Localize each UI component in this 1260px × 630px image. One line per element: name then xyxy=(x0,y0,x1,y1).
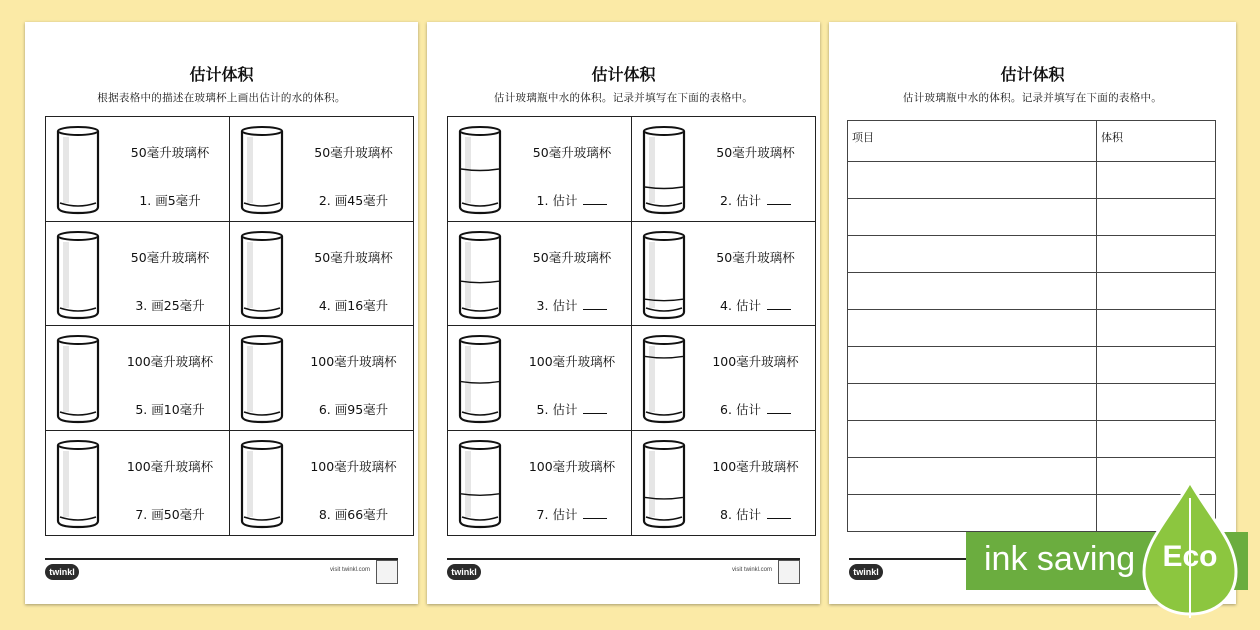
glass-icon xyxy=(641,439,687,529)
footer-divider xyxy=(447,558,800,560)
record-table xyxy=(847,120,1216,532)
glass-capacity-label: 50毫升玻璃杯 xyxy=(130,249,210,265)
twinkl-logo: twinkl xyxy=(849,564,883,580)
glass-cell xyxy=(46,222,230,327)
task-text: 5. 估计 xyxy=(536,402,578,417)
answer-blank[interactable] xyxy=(767,194,791,205)
glass-icon xyxy=(641,125,687,215)
glass-cell xyxy=(46,117,230,222)
table-cell[interactable] xyxy=(848,236,1097,273)
task-text: 2. 画45毫升 xyxy=(318,193,389,208)
glass-cell xyxy=(46,326,230,431)
table-row xyxy=(848,421,1216,458)
task-label xyxy=(302,505,406,523)
table-cell[interactable] xyxy=(848,199,1097,236)
table-cell[interactable] xyxy=(848,495,1097,532)
task-text: 8. 画66毫升 xyxy=(318,506,389,522)
table-cell[interactable] xyxy=(848,347,1097,384)
glass-icon xyxy=(55,230,101,320)
table-cell[interactable] xyxy=(1097,162,1216,199)
table-cell[interactable] xyxy=(1097,421,1216,458)
table-cell[interactable] xyxy=(848,421,1097,458)
glass-icon xyxy=(641,230,687,320)
task-label xyxy=(704,296,808,314)
task-text: 8. 估计 xyxy=(720,506,761,522)
quality-badge-icon xyxy=(376,560,398,584)
task-label xyxy=(118,505,222,523)
table-row xyxy=(848,347,1216,384)
task-text: 4. 估计 xyxy=(720,297,761,313)
page-title: 估计体积 xyxy=(591,65,656,84)
task-text: 7. 画50毫升 xyxy=(135,506,205,522)
glass-icon xyxy=(239,439,285,529)
glass-icon xyxy=(457,230,503,320)
glass-icon xyxy=(239,125,285,215)
table-cell[interactable] xyxy=(1097,199,1216,236)
glass-cell xyxy=(448,117,632,222)
task-label xyxy=(302,296,406,314)
visit-link: visit twinkl.com xyxy=(329,567,370,573)
answer-blank[interactable] xyxy=(767,299,791,310)
glass-grid xyxy=(447,116,816,536)
answer-blank[interactable] xyxy=(583,194,607,205)
task-text: 4. 画16毫升 xyxy=(318,297,389,313)
table-cell[interactable] xyxy=(1097,310,1216,347)
page-instructions: 估计玻璃瓶中水的体积。记录并填写在下面的表格中。 xyxy=(902,92,1163,104)
glass-cell xyxy=(632,431,816,536)
glass-capacity-label: 50毫升玻璃杯 xyxy=(314,249,393,265)
page-title: 估计体积 xyxy=(1000,65,1065,84)
water-level-line xyxy=(645,356,683,358)
task-label xyxy=(118,296,222,314)
water-level-line xyxy=(461,382,499,384)
glass-icon xyxy=(457,334,503,424)
answer-blank[interactable] xyxy=(583,508,607,519)
table-cell[interactable] xyxy=(848,273,1097,310)
table-row xyxy=(848,236,1216,273)
water-level-line xyxy=(461,169,499,171)
task-text: 6. 估计 xyxy=(720,402,761,417)
task-text: 5. 画10毫升 xyxy=(135,402,205,417)
glass-capacity-label: 100毫升玻璃杯 xyxy=(126,458,214,474)
quality-badge-icon xyxy=(778,560,800,584)
task-text: 6. 画95毫升 xyxy=(318,402,389,417)
page-instructions: 根据表格中的描述在玻璃杯上画出估计的水的体积。 xyxy=(97,92,346,104)
glass-icon xyxy=(239,334,285,424)
water-level-line xyxy=(461,281,499,283)
glass-cell xyxy=(230,431,414,536)
glass-cell xyxy=(448,326,632,431)
table-cell[interactable] xyxy=(1097,384,1216,421)
glass-icon xyxy=(641,334,687,424)
glass-capacity-label: 50毫升玻璃杯 xyxy=(314,145,393,160)
glass-icon xyxy=(55,125,101,215)
glass-capacity-label: 100毫升玻璃杯 xyxy=(310,458,397,474)
page-instructions: 估计玻璃瓶中水的体积。记录并填写在下面的表格中。 xyxy=(493,92,754,104)
glass-cell xyxy=(448,431,632,536)
visit-link: visit twinkl.com xyxy=(731,567,772,573)
worksheet-page-draw xyxy=(25,22,418,604)
glass-capacity-label: 100毫升玻璃杯 xyxy=(528,354,616,369)
glass-capacity-label: 50毫升玻璃杯 xyxy=(532,145,612,160)
glass-grid xyxy=(45,116,414,536)
glass-icon xyxy=(457,439,503,529)
table-cell[interactable] xyxy=(1097,236,1216,273)
task-label xyxy=(520,505,624,523)
task-text: 3. 画25毫升 xyxy=(135,297,205,313)
glass-capacity-label: 50毫升玻璃杯 xyxy=(532,249,612,265)
glass-cell xyxy=(632,117,816,222)
task-text: 3. 估计 xyxy=(536,297,578,313)
glass-capacity-label: 100毫升玻璃杯 xyxy=(712,354,799,369)
glass-icon xyxy=(457,125,503,215)
glass-capacity-label: 100毫升玻璃杯 xyxy=(712,458,799,474)
answer-blank[interactable] xyxy=(767,403,791,414)
glass-capacity-label: 100毫升玻璃杯 xyxy=(528,458,616,474)
task-label xyxy=(520,400,624,418)
ink-saving-text: ink saving xyxy=(984,540,1136,578)
task-label xyxy=(302,191,406,209)
table-row xyxy=(848,310,1216,347)
water-level-line xyxy=(461,493,499,495)
glass-capacity-label: 100毫升玻璃杯 xyxy=(310,354,397,369)
table-cell[interactable] xyxy=(848,384,1097,421)
answer-blank[interactable] xyxy=(583,299,607,310)
glass-cell xyxy=(46,431,230,536)
glass-icon xyxy=(239,230,285,320)
answer-blank[interactable] xyxy=(583,403,607,414)
task-label xyxy=(704,505,808,523)
table-cell[interactable] xyxy=(848,458,1097,495)
task-text: 1. 画5毫升 xyxy=(139,193,201,208)
glass-icon xyxy=(55,439,101,529)
glass-icon xyxy=(55,334,101,424)
water-level-line xyxy=(645,497,683,499)
glass-capacity-label: 100毫升玻璃杯 xyxy=(126,354,214,369)
task-label xyxy=(520,191,624,209)
glass-capacity-label: 50毫升玻璃杯 xyxy=(716,249,795,265)
footer-divider xyxy=(45,558,398,560)
twinkl-logo: twinkl xyxy=(45,564,79,580)
table-cell[interactable] xyxy=(848,162,1097,199)
water-level-line xyxy=(645,299,683,301)
task-text: 2. 估计 xyxy=(720,193,761,208)
task-label xyxy=(118,400,222,418)
answer-blank[interactable] xyxy=(767,508,791,519)
column-header-volume: 体积 xyxy=(1097,121,1216,162)
glass-cell xyxy=(632,222,816,327)
glass-cell xyxy=(632,326,816,431)
glass-capacity-label: 50毫升玻璃杯 xyxy=(716,145,795,160)
task-label xyxy=(520,296,624,314)
task-label xyxy=(704,400,808,418)
task-label xyxy=(704,191,808,209)
table-cell[interactable] xyxy=(1097,347,1216,384)
eco-label: Eco xyxy=(1162,540,1218,573)
table-row xyxy=(848,273,1216,310)
column-header-item: 项目 xyxy=(848,121,1097,162)
glass-cell xyxy=(230,117,414,222)
table-cell[interactable] xyxy=(848,310,1097,347)
water-level-line xyxy=(645,187,683,189)
task-text: 7. 估计 xyxy=(536,506,578,522)
table-row xyxy=(848,199,1216,236)
glass-capacity-label: 50毫升玻璃杯 xyxy=(130,145,210,160)
table-row xyxy=(848,384,1216,421)
task-label xyxy=(302,400,406,418)
page-title: 估计体积 xyxy=(189,65,254,84)
table-cell[interactable] xyxy=(1097,273,1216,310)
twinkl-logo: twinkl xyxy=(447,564,481,580)
glass-cell xyxy=(448,222,632,327)
task-label xyxy=(118,191,222,209)
worksheet-page-estimate xyxy=(427,22,820,604)
table-header-row xyxy=(848,121,1216,162)
glass-cell xyxy=(230,326,414,431)
glass-cell xyxy=(230,222,414,327)
task-text: 1. 估计 xyxy=(536,193,578,208)
table-row xyxy=(848,162,1216,199)
